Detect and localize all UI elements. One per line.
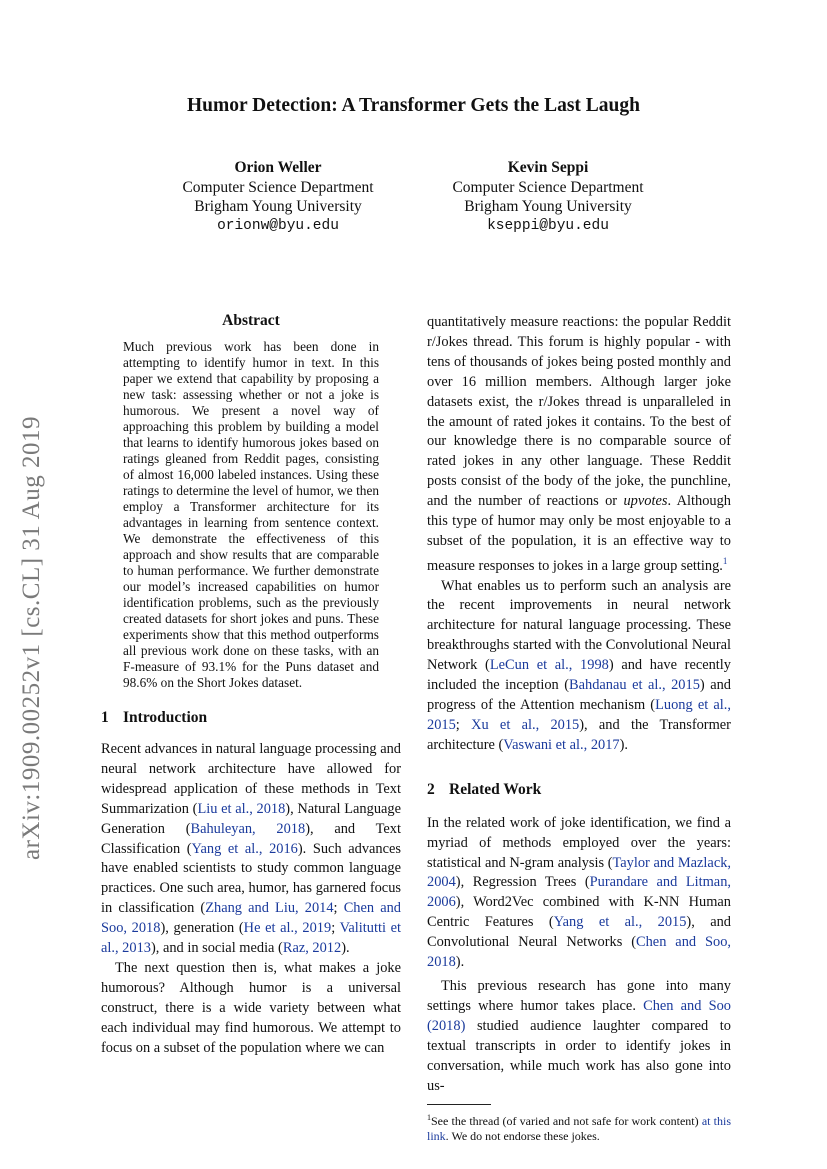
author-univ: Brigham Young University — [464, 198, 632, 215]
intro-paragraph — [101, 740, 401, 959]
text-run: . We do not endorse these jokes. — [445, 1129, 600, 1144]
text-run: ). — [619, 736, 628, 753]
section-number: 1 — [101, 709, 109, 726]
text-run: ) and have recently included the inception ( — [427, 657, 731, 694]
text-run: ). — [455, 954, 465, 971]
author-dept: Computer Science Department — [452, 178, 644, 196]
citation-link[interactable]: Chen and Soo, 2018 — [101, 900, 401, 937]
text-run: In the related work of joke identification, we find a myriad of methods employed over the years: statistical and N-gram analysis ( — [427, 814, 731, 871]
footnote-marker[interactable]: 1 — [722, 555, 728, 566]
text-run: ), and the Transformer architecture ( — [427, 716, 731, 753]
citation-link[interactable]: Vaswani et al., 2017 — [503, 736, 620, 753]
citation-link[interactable]: He et al., 2019 — [243, 920, 332, 937]
author-block — [128, 158, 428, 236]
section-heading-related-work — [427, 780, 731, 800]
right-column — [427, 313, 731, 1144]
left-column — [101, 312, 401, 1059]
author-univ: Brigham Young University — [194, 198, 362, 215]
citation-link[interactable]: Liu et al., 2018 — [197, 800, 286, 817]
author-name: Orion Weller — [234, 159, 322, 176]
section-number: 2 — [427, 780, 435, 798]
citation-link[interactable]: LeCun et al., 1998 — [489, 657, 609, 674]
text-run: ; — [455, 716, 472, 733]
citation-link[interactable]: Bahuleyan, 2018 — [190, 820, 306, 837]
author-block — [398, 158, 698, 236]
text-run: ), Natural Language Generation ( — [101, 800, 401, 837]
citation-link[interactable]: Purandare and Litman, 2006 — [427, 874, 731, 911]
text-run: . Although this type of humor may only be most enjoyable to a subset of the population, it is an effective way to measure responses to jokes in a large group setting. — [427, 493, 731, 574]
footnote-number: 1 — [427, 1113, 431, 1123]
citation-link[interactable]: Raz, 2012 — [282, 940, 342, 957]
citation-link[interactable]: Valitutti et al., 2013 — [101, 920, 402, 957]
paper-title: Humor Detection: A Transformer Gets the Last Laugh — [187, 95, 640, 116]
author-email[interactable]: kseppi@byu.edu — [487, 217, 609, 234]
intro-paragraph: The next question then is, what makes a joke humorous? Although humor is a universal construct, there is a wide variety between what each individual may find humorous. We attempt to focus on a subset of the population where we can — [101, 959, 401, 1056]
section-title: Introduction — [123, 709, 208, 726]
citation-link[interactable]: Luong et al., 2015 — [427, 697, 731, 733]
related-paragraph — [427, 814, 731, 973]
abstract-heading: Abstract — [222, 312, 280, 329]
text-run: Recent advances in natural language processing and neural network architecture have allowed for widespread application of these methods in Text Summarization ( — [101, 741, 401, 817]
text-run: What enables us to perform such an analysis are the recent improvements in neural network architecture for natural language processing. These breakthroughs started with the Convolutional Neural Network ( — [427, 577, 731, 674]
citation-link[interactable]: Taylor and Mazlack, 2004 — [427, 854, 731, 891]
footnote-area — [427, 1104, 731, 1144]
text-run: ), and in social media ( — [150, 940, 283, 957]
author-dept: Computer Science Department — [182, 178, 374, 196]
text-run: ). — [341, 940, 350, 957]
text-run: ) and progress of the Attention mechanism ( — [427, 677, 731, 714]
text-run: ), generation ( — [160, 920, 244, 937]
text-run: ), Regression Trees ( — [455, 874, 590, 891]
body-paragraph — [427, 313, 731, 577]
footnote-divider — [427, 1104, 491, 1105]
author-email[interactable]: orionw@byu.edu — [217, 217, 339, 234]
text-run: ), Word2Vec combined with K-NN Human Centric Features ( — [427, 894, 731, 931]
emphasis-text: upvotes — [623, 493, 668, 510]
related-paragraph — [427, 977, 731, 1096]
citation-link[interactable]: Yang et al., 2016 — [191, 840, 298, 857]
text-run: ), and Convolutional Neural Networks ( — [427, 914, 731, 951]
citation-link[interactable]: Bahdanau et al., 2015 — [569, 677, 700, 694]
section-heading-introduction — [101, 708, 401, 728]
text-run: This previous research has gone into many settings where humor takes place. — [427, 977, 731, 1014]
citation-link[interactable]: Yang et al., 2015 — [553, 914, 687, 931]
text-run: ), and Text Classification ( — [101, 820, 401, 857]
body-paragraph — [427, 577, 731, 756]
section-title: Related Work — [449, 780, 542, 798]
abstract-text: Much previous work has been done in attempting to identify humor in text. In this paper we extend that capability by proposing a new task: assessing whether or not a joke is humorous. We present a novel way of approaching this problem by building a model that learns to identify humorous jokes based on ratings gleaned from Reddit pages, consisting of almost 16,000 labeled instances. Using these ratings to determine the level of humor, we then employ a Transformer architecture for its advantages in learning from sentence context. We demonstrate the effectiveness of this approach and show results that are comparable to human performance. We further demonstrate our model’s increased capabilities on humor identification problems, such as the previously created datasets for short jokes and puns. These experiments show that this method outperforms all previous work done on these tasks, with an F-measure of 93.1% for the Puns dataset and 98.6% on the Short Jokes dataset. — [123, 339, 379, 690]
footnote — [427, 1110, 731, 1144]
text-run: See the thread (of varied and not safe for work content) — [431, 1114, 702, 1129]
text-run: ; — [333, 900, 344, 917]
citation-link[interactable]: Zhang and Liu, 2014 — [205, 900, 334, 917]
text-run: ; — [331, 920, 340, 937]
footnote-link[interactable]: at this link — [427, 1114, 731, 1144]
arxiv-identifier[interactable]: arXiv:1909.00252v1 [cs.CL] 31 Aug 2019 — [18, 416, 45, 860]
author-name: Kevin Seppi — [507, 159, 589, 176]
text-run: quantitatively measure reactions: the popular Reddit r/Jokes thread. This forum is highly popular - with tens of thousands of jokes being posted monthly and over 16 million members. Although larger joke datasets exist, the r/Jokes thread is unparalleled in the amount of rated jokes it contains. To the best of our knowledge there is no comparable source of rated jokes in any other language. These Reddit posts consist of the body of the joke, the punchline, and the number of reactions or — [427, 314, 731, 510]
text-run: ). Such advances have enabled scientists to study common language practices. One such area, humor, has garnered focus in classification ( — [101, 840, 401, 917]
text-run: studied audience laughter compared to textual transcripts in order to identify jokes in conversation, while much work has also gone into us- — [427, 1017, 731, 1094]
citation-link[interactable]: Xu et al., 2015 — [471, 716, 580, 733]
citation-link[interactable]: Chen and Soo (2018) — [427, 997, 731, 1034]
citation-link[interactable]: Chen and Soo, 2018 — [427, 934, 732, 971]
